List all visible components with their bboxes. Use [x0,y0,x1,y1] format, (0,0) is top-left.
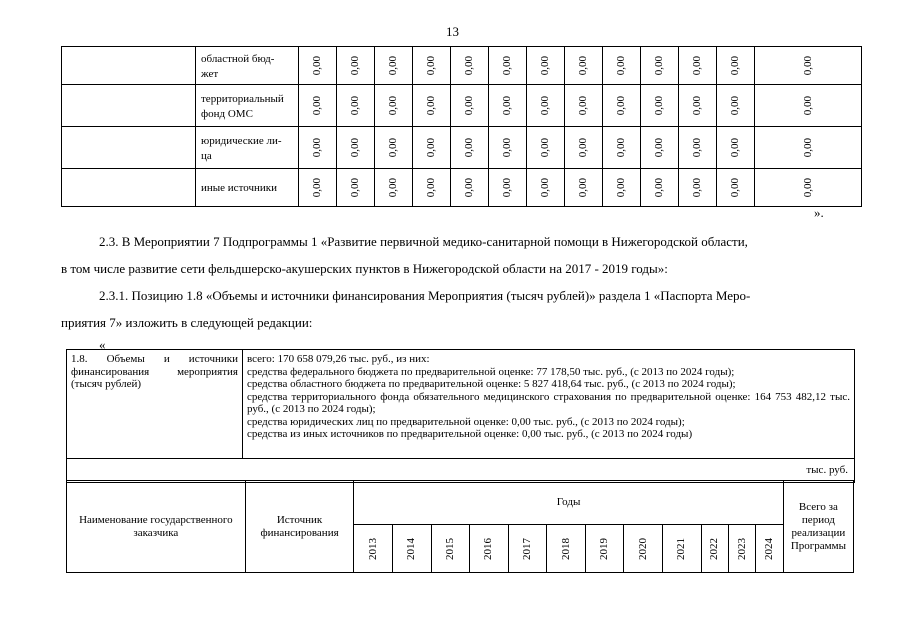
source-cell: иные источники [196,169,299,207]
passport-line-total: всего: 170 658 079,26 тыс. руб., из них: [247,353,430,365]
year-value: 0,00 [463,137,475,158]
customer-cell [62,127,196,169]
year-value: 0,00 [539,177,551,198]
passport-line-other: средства из иных источников по предварительной оценке: 0,00 тыс. руб., (с 2013 по 2024 годы) [247,428,693,440]
year-value-cell [299,127,337,169]
year-value: 0,00 [501,137,513,158]
year-value: 0,00 [425,55,437,76]
year-value-cell [717,127,755,169]
year-value-cell [489,47,527,85]
year-value-cell [489,127,527,169]
year-value: 0,00 [615,137,627,158]
year-value-cell [299,85,337,127]
passport-line-tfoms: средства территориального фонда обязательного медицинского страхования по предварительной оценке: 164 753 482,12 тыс. руб., (с 2013 по 2024 годы); [247,390,850,415]
year-value-cell [641,85,679,127]
year-label: 2014 [405,537,418,560]
year-value: 0,00 [425,95,437,116]
page-number: 13 [446,24,459,39]
year-value: 0,00 [349,55,361,76]
year-value-cell [451,169,489,207]
table-row [62,85,862,127]
year-value-cell [565,169,603,207]
year-value-cell [375,85,413,127]
year-value: 0,00 [577,177,589,198]
paragraph-2-3-1-line-1: 2.3.1. Позицию 1.8 «Объемы и источники финансирования Мероприятия (тысяч рублей)» раздела 1 «Паспорта Меро- [99,288,751,303]
year-label: 2023 [735,537,748,560]
year-value: 0,00 [387,137,399,158]
year-header-cell [756,525,783,573]
year-header-cell [354,525,393,573]
paragraph-2-3-1-line-2: приятия 7» изложить в следующей редакции: [61,315,313,330]
year-value: 0,00 [387,177,399,198]
year-value: 0,00 [463,177,475,198]
passport-item-content [243,350,855,459]
year-value-cell [375,127,413,169]
year-value: 0,00 [311,137,323,158]
year-header-cell [470,525,509,573]
total-value: 0,00 [801,177,814,198]
year-value: 0,00 [463,95,475,116]
year-value-cell [717,47,755,85]
total-value-cell [755,47,862,85]
year-value-cell [603,85,641,127]
year-value-cell [413,169,451,207]
year-value-cell [527,127,565,169]
total-value: 0,00 [801,55,814,76]
year-value-cell [679,169,717,207]
year-header-cell [392,525,431,573]
year-label: 2017 [520,537,533,560]
year-value-cell [717,169,755,207]
year-label: 2016 [482,537,495,560]
year-value-cell [451,47,489,85]
year-value: 0,00 [539,137,551,158]
year-value: 0,00 [653,95,665,116]
year-label: 2021 [675,537,688,560]
unit-label: тыс. руб. [67,459,855,483]
year-value: 0,00 [729,137,741,158]
year-value: 0,00 [501,177,513,198]
opening-quote: « [99,337,106,352]
year-value-cell [603,127,641,169]
year-value-cell [489,169,527,207]
passport-item-label: 1.8. Объемы и источники финансирования мероприятия (тысяч рублей) [67,350,243,459]
year-value: 0,00 [463,55,475,76]
year-value: 0,00 [501,95,513,116]
year-value: 0,00 [577,95,589,116]
paragraph-2-3-line-1: 2.3. В Мероприятии 7 Подпрограммы 1 «Развитие первичной медико-санитарной помощи в Нижегородской области, [99,234,748,249]
year-value-cell [717,85,755,127]
year-value: 0,00 [615,177,627,198]
year-value-cell [375,169,413,207]
total-value-cell [755,169,862,207]
year-value: 0,00 [539,95,551,116]
year-value-cell [337,169,375,207]
funding-header-table [66,480,854,573]
year-value-cell [679,47,717,85]
year-value-cell [337,85,375,127]
year-value-cell [451,127,489,169]
table-row [62,127,862,169]
year-value: 0,00 [387,55,399,76]
year-label: 2018 [559,537,572,560]
customer-cell [62,85,196,127]
year-label: 2015 [443,537,456,560]
year-header-cell [728,525,755,573]
year-header-cell [701,525,728,573]
year-value: 0,00 [653,177,665,198]
year-value: 0,00 [311,55,323,76]
passport-line-regional: средства областного бюджета по предварительной оценке: 5 827 418,64 тыс. руб., (с 2013 по 2024 годы); [247,378,736,390]
year-value: 0,00 [425,177,437,198]
closing-quote: ». [814,205,824,220]
year-value: 0,00 [577,137,589,158]
year-value-cell [413,127,451,169]
year-header-cell [508,525,547,573]
year-value: 0,00 [691,177,703,198]
year-value-cell [641,127,679,169]
passport-table [66,349,855,483]
year-value: 0,00 [349,95,361,116]
total-value-cell [755,127,862,169]
table-row [62,47,862,85]
total-value: 0,00 [801,95,814,116]
total-value: 0,00 [801,137,814,158]
year-value: 0,00 [425,137,437,158]
year-value-cell [337,127,375,169]
year-value: 0,00 [729,177,741,198]
year-value-cell [641,169,679,207]
year-value: 0,00 [577,55,589,76]
year-value-cell [565,127,603,169]
source-header: Источник финансирования [245,481,354,573]
year-value-cell [375,47,413,85]
year-value-cell [603,169,641,207]
year-header-cell [624,525,663,573]
passport-line-legal: средства юридических лиц по предварительной оценке: 0,00 тыс. руб., (с 2013 по 2024 годы); [247,415,685,428]
year-value: 0,00 [653,55,665,76]
year-value: 0,00 [349,137,361,158]
year-header-cell [431,525,470,573]
customer-cell [62,47,196,85]
year-value: 0,00 [349,177,361,198]
year-value-cell [565,47,603,85]
year-header-cell [547,525,586,573]
year-value: 0,00 [729,55,741,76]
year-value: 0,00 [311,95,323,116]
year-header-cell [662,525,701,573]
year-value-cell [489,85,527,127]
year-value-cell [527,47,565,85]
passport-line-federal: средства федерального бюджета по предварительной оценке: 77 178,50 тыс. руб., (с 2013 по 2024 годы); [247,365,735,378]
year-value: 0,00 [691,95,703,116]
total-header: Всего за период реализации Программы [783,481,853,573]
year-value-cell [337,47,375,85]
year-value-cell [679,127,717,169]
year-value: 0,00 [615,55,627,76]
source-cell: территориальный фонд ОМС [196,85,299,127]
year-value: 0,00 [501,55,513,76]
year-label: 2024 [763,537,776,560]
year-value: 0,00 [729,95,741,116]
year-value-cell [527,169,565,207]
source-cell: областной бюд- жет [196,47,299,85]
year-value-cell [413,47,451,85]
year-value-cell [451,85,489,127]
year-value: 0,00 [311,177,323,198]
paragraph-2-3-line-2: в том числе развитие сети фельдшерско-акушерских пунктов в Нижегородской области на 2017 - 2019 годы»: [61,261,668,276]
year-value: 0,00 [691,55,703,76]
funding-table-continuation [61,46,862,207]
year-value-cell [679,85,717,127]
year-value-cell [565,85,603,127]
year-value-cell [641,47,679,85]
customer-cell [62,169,196,207]
year-header-cell [585,525,624,573]
year-value-cell [299,169,337,207]
year-label: 2020 [636,537,649,560]
year-label: 2013 [366,537,379,560]
year-label: 2019 [598,537,611,560]
year-value-cell [413,85,451,127]
year-value: 0,00 [615,95,627,116]
year-value-cell [527,85,565,127]
customer-header: Наименование государственного заказчика [67,481,246,573]
year-value-cell [299,47,337,85]
source-cell: юридические ли- ца [196,127,299,169]
total-value-cell [755,85,862,127]
year-value: 0,00 [387,95,399,116]
table-row [62,169,862,207]
year-value: 0,00 [691,137,703,158]
year-value: 0,00 [653,137,665,158]
year-value-cell [603,47,641,85]
years-header: Годы [354,481,783,525]
year-label: 2022 [708,537,721,560]
year-value: 0,00 [539,55,551,76]
